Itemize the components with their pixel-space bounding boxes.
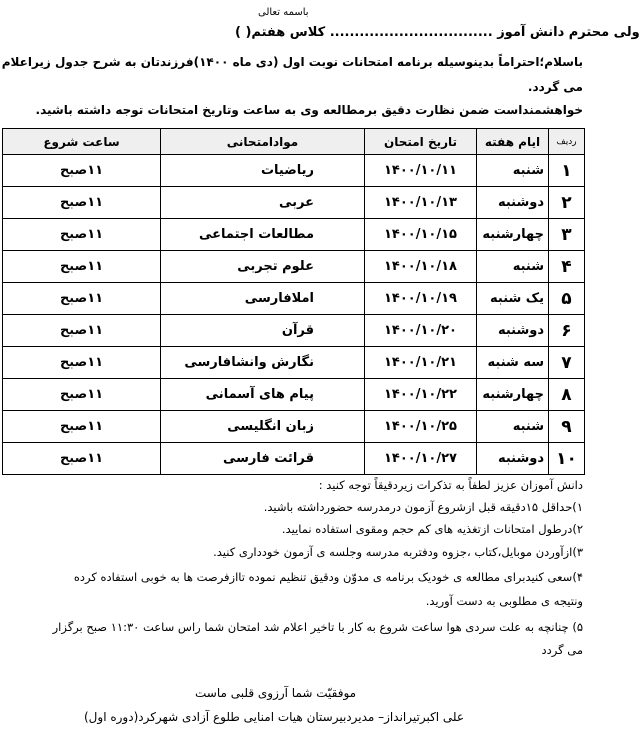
note-3: ۳)ازآوردن موبایل،کتاب ،جزوه ودفتربه مدرسه وجلسه ی آزمون خودداری کنید. xyxy=(213,545,583,559)
intro-line-2: می گردد. xyxy=(527,80,583,94)
bismillah: باسمه تعالی xyxy=(258,7,309,18)
exam-date: ۱۴۰۰/۱۰/۱۳ xyxy=(365,187,477,219)
exam-date: ۱۴۰۰/۱۰/۲۷ xyxy=(365,443,477,475)
table-header-row xyxy=(3,129,585,155)
greeting-line: ولی محترم دانش آموز ................................. کلاس هفتم( ) xyxy=(235,25,640,40)
row-number: ۷ xyxy=(549,347,585,379)
signature: علی اکبرتیرانداز– مدیردبیرستان هیات امنایی طلوع آزادی شهرکرد(دوره اول) xyxy=(84,710,465,724)
exam-date: ۱۴۰۰/۱۰/۲۰ xyxy=(365,315,477,347)
subject: قرآن xyxy=(161,315,365,347)
closing-wish: موفقیّت شما آرزوی قلبی ماست xyxy=(195,686,357,700)
header-start-time: ساعت شروع xyxy=(3,129,161,155)
row-number: ۱۰ xyxy=(549,443,585,475)
subject: نگارش وانشافارسی xyxy=(161,347,365,379)
weekday: سه شنبه xyxy=(477,347,549,379)
start-time: ۱۱صبح xyxy=(3,379,161,411)
subject: ریاضیات xyxy=(161,155,365,187)
start-time: ۱۱صبح xyxy=(3,283,161,315)
subject: عربی xyxy=(161,187,365,219)
weekday: دوشنبه xyxy=(477,187,549,219)
exam-date: ۱۴۰۰/۱۰/۲۲ xyxy=(365,379,477,411)
note-5-line-2: می گردد xyxy=(541,643,583,657)
row-number: ۲ xyxy=(549,187,585,219)
subject: مطالعات اجتماعی xyxy=(161,219,365,251)
subject: املافارسی xyxy=(161,283,365,315)
weekday: دوشنبه xyxy=(477,315,549,347)
row-number: ۸ xyxy=(549,379,585,411)
note-5-line-1: ۵) چنانچه به علت سردی هوا ساعت شروع به کار با تاخیر اعلام شد امتحان شما راس ساعت ۱۱:۳۰ صبح برگزار xyxy=(52,620,583,634)
row-number: ۵ xyxy=(549,283,585,315)
note-4-line-1: ۴)سعی کنیدبرای مطالعه ی خودیک برنامه ی مدوّن ودقیق تنظیم نموده تاازفرصت ها به خوبی استفاده کرده xyxy=(73,570,583,584)
exam-date: ۱۴۰۰/۱۰/۲۵ xyxy=(365,411,477,443)
note-1: ۱)حداقل ۱۵دقیقه قبل ازشروع آزمون درمدرسه حضورداشته باشید. xyxy=(263,500,583,514)
table-row xyxy=(3,251,585,283)
header-exam-date: تاریخ امتحان xyxy=(365,129,477,155)
table-row xyxy=(3,283,585,315)
exam-date: ۱۴۰۰/۱۰/۱۵ xyxy=(365,219,477,251)
row-number: ۹ xyxy=(549,411,585,443)
table-row xyxy=(3,411,585,443)
subject: علوم تجربی xyxy=(161,251,365,283)
start-time: ۱۱صبح xyxy=(3,347,161,379)
exam-schedule-table xyxy=(2,128,585,475)
subject: پیام های آسمانی xyxy=(161,379,365,411)
start-time: ۱۱صبح xyxy=(3,251,161,283)
start-time: ۱۱صبح xyxy=(3,411,161,443)
table-row xyxy=(3,315,585,347)
row-number: ۳ xyxy=(549,219,585,251)
exam-date: ۱۴۰۰/۱۰/۱۸ xyxy=(365,251,477,283)
table-row xyxy=(3,379,585,411)
table-row xyxy=(3,187,585,219)
header-subject: موادامتحانی xyxy=(161,129,365,155)
weekday: شنبه xyxy=(477,155,549,187)
subject: قرائت فارسی xyxy=(161,443,365,475)
start-time: ۱۱صبح xyxy=(3,155,161,187)
table-row xyxy=(3,219,585,251)
table-row xyxy=(3,443,585,475)
start-time: ۱۱صبح xyxy=(3,187,161,219)
intro-line-3: خواهشمنداست ضمن نظارت دقیق برمطالعه وی به ساعت وتاریخ امتحانات توجه داشته باشید. xyxy=(35,103,583,117)
start-time: ۱۱صبح xyxy=(3,219,161,251)
note-4-line-2: ونتیجه ی مطلوبی به دست آورید. xyxy=(425,594,583,608)
weekday: شنبه xyxy=(477,251,549,283)
weekday: شنبه xyxy=(477,411,549,443)
header-row-number: ردیف xyxy=(549,129,585,155)
row-number: ۱ xyxy=(549,155,585,187)
weekday: چهارشنبه xyxy=(477,219,549,251)
header-weekday: ایام هفته xyxy=(477,129,549,155)
row-number: ۴ xyxy=(549,251,585,283)
row-number: ۶ xyxy=(549,315,585,347)
subject: زبان انگلیسی xyxy=(161,411,365,443)
weekday: چهارشنبه xyxy=(477,379,549,411)
weekday: دوشنبه xyxy=(477,443,549,475)
weekday: یک شنبه xyxy=(477,283,549,315)
note-2: ۲)درطول امتحانات ازتغذیه های کم حجم ومقوی استفاده نمایید. xyxy=(281,522,583,536)
notes-intro: دانش آموزان عزیز لطفاً به تذکرات زیردقیقاً توجه کنید : xyxy=(318,478,583,492)
start-time: ۱۱صبح xyxy=(3,315,161,347)
exam-date: ۱۴۰۰/۱۰/۱۹ xyxy=(365,283,477,315)
exam-date: ۱۴۰۰/۱۰/۲۱ xyxy=(365,347,477,379)
table-row xyxy=(3,347,585,379)
exam-date: ۱۴۰۰/۱۰/۱۱ xyxy=(365,155,477,187)
table-row xyxy=(3,155,585,187)
intro-line-1: باسلام؛احتراماً بدینوسیله برنامه امتحانات نوبت اول (دی ماه ۱۴۰۰)فرزندتان به شرح جدول زیراعلام xyxy=(1,55,583,69)
start-time: ۱۱صبح xyxy=(3,443,161,475)
